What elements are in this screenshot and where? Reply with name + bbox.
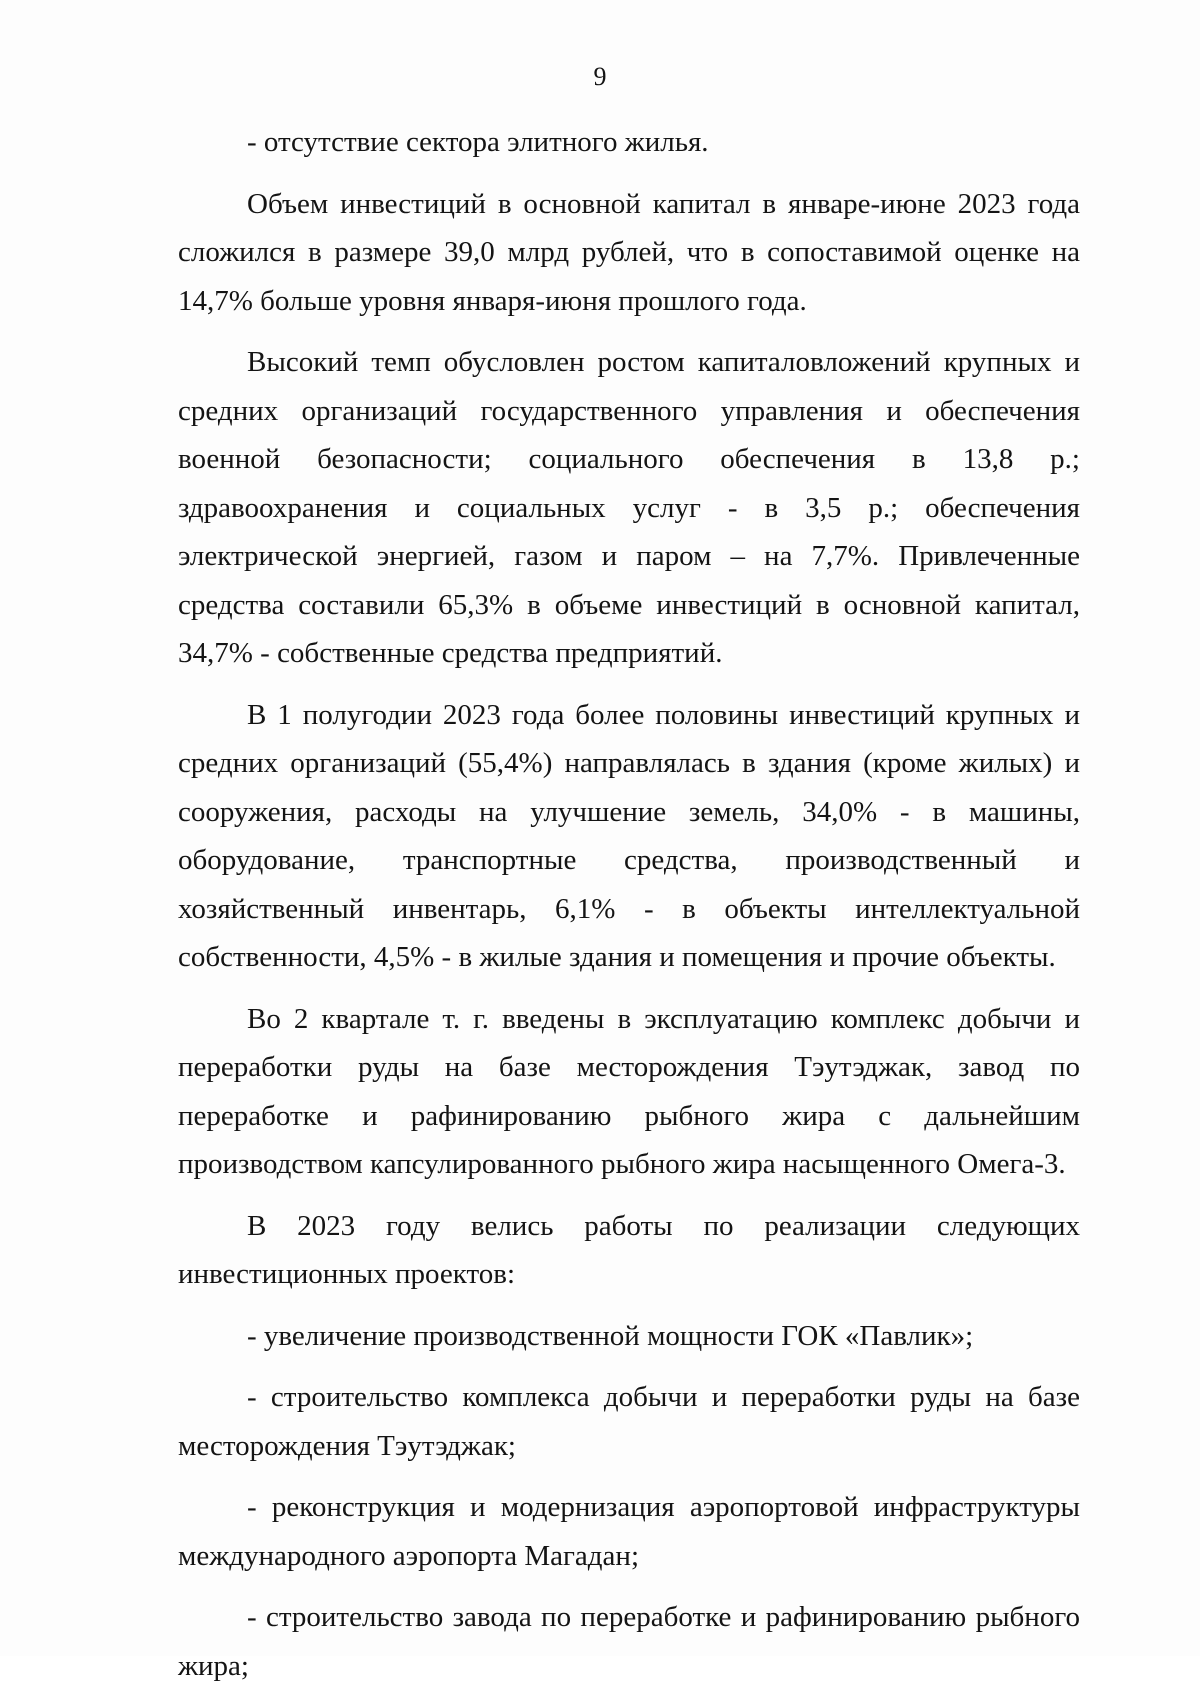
list-item-magadan-airport: - реконструкция и модернизация аэропортовой инфраструктуры международного аэропорта Магадан;: [178, 1491, 1080, 1572]
paragraph-q2-commissioning: Во 2 квартале т. г. введены в эксплуатацию комплекс добычи и переработки руды на базе месторождения Тэутэджак, завод по переработке и рафинированию рыбного жира с дальнейшим производством капсулированного рыбного жира насыщенного Омега-3.: [178, 1002, 1080, 1180]
paragraph-investment-structure: В 1 полугодии 2023 года более половины инвестиций крупных и средних организаций (55,4%) направлялась в здания (кроме жилых) и сооружения, расходы на улучшение земель, 34,0% - в машины, оборудование, транспортные средства, производственный и хозяйственный инвентарь, 6,1% - в объекты интеллектуальной собственности, 4,5% - в жилые здания и помещения и прочие объекты.: [178, 698, 1080, 973]
list-item-teutedzhak-complex: - строительство комплекса добычи и переработки руды на базе месторождения Тэутэджак;: [178, 1381, 1080, 1462]
paragraph-investment-volume: Объем инвестиций в основной капитал в январе-июне 2023 года сложился в размере 39,0 млрд рублей, что в сопоставимой оценке на 14,7% больше уровня января-июня прошлого года.: [178, 187, 1080, 317]
list-item-gok-pavlik: - увеличение производственной мощности ГОК «Павлик»;: [247, 1319, 974, 1352]
list-item-fish-oil-plant: - строительство завода по переработке и рафинированию рыбного жира;: [178, 1601, 1080, 1682]
page-number: 9: [593, 62, 607, 91]
paragraph-growth-rate: Высокий темп обусловлен ростом капиталовложений крупных и средних организаций государственного управления и обеспечения военной безопасности; социального обеспечения в 13,8 р.; здравоохранения и социальных услуг - в 3,5 р.; обеспечения электрической энергией, газом и паром – на 7,7%. Привлеченные средства составили 65,3% в объеме инвестиций в основной капитал, 34,7% - собственные средства предприятий.: [178, 346, 1080, 669]
paragraph-projects-intro: В 2023 году велись работы по реализации следующих инвестиционных проектов:: [178, 1209, 1080, 1290]
document-body: [178, 118, 1080, 1703]
paragraph-no-elite-housing: - отсутствие сектора элитного жилья.: [247, 126, 709, 158]
